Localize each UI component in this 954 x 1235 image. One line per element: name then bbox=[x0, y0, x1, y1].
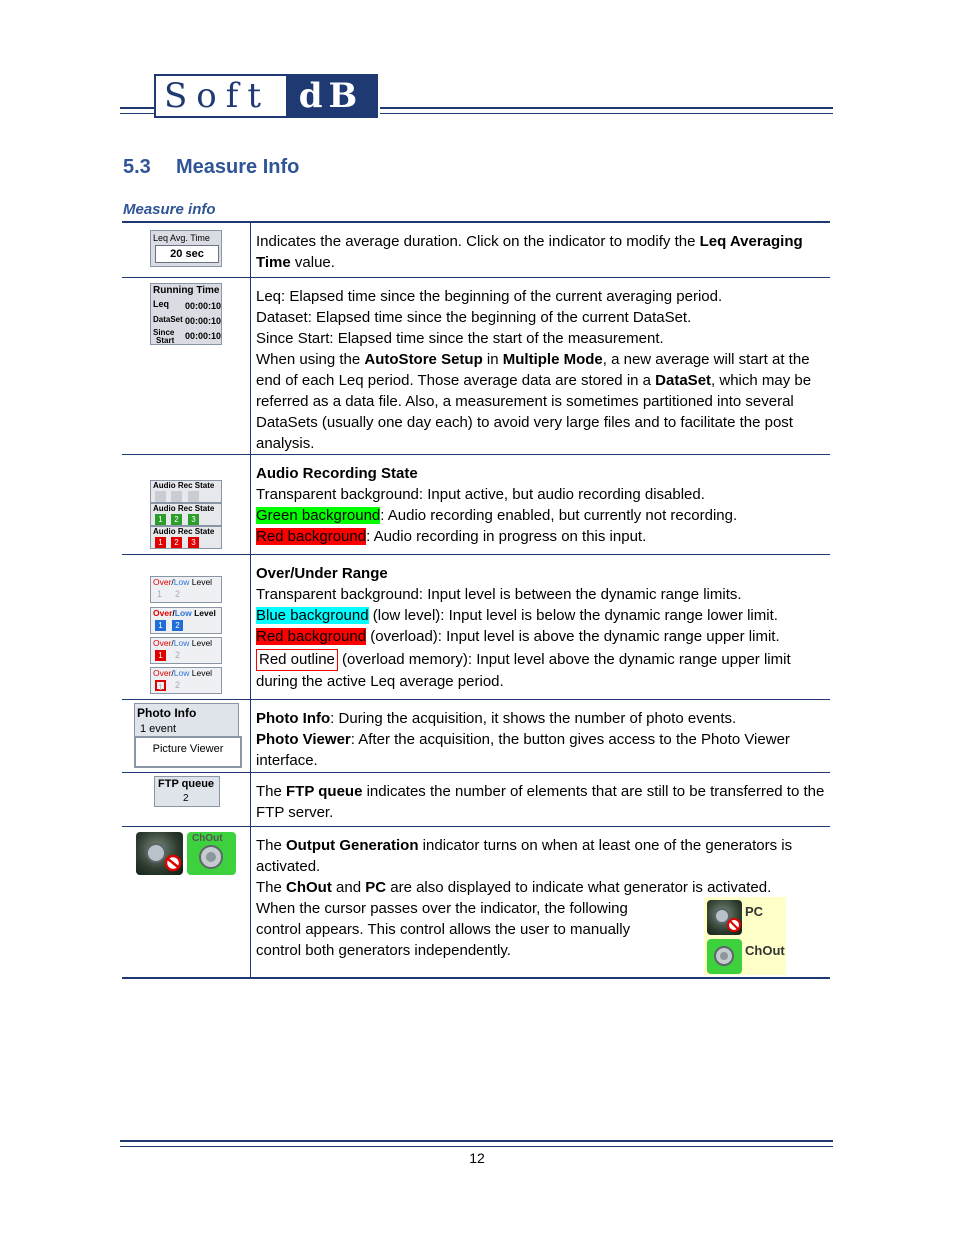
table-row: Running Time Leq 00:00:10 DataSet 00:00:10 Since Start 00:00:10 Leq: Elapsed time since the beginning of the current averaging period. Dataset: Elapsed time since the beginning of the current DataSet. Since Start: Elapsed time since the start of the measurement. When using the AutoStore Setup in Multiple Mode, a new average will start at the end of each Leq period. Those average data are stored in a DataSet, which may be referred as a data file. Also, a measurement is sometimes partitioned into several DataSets (usually one day each) to avoid very large files and to facilitate the post analysis. bbox=[122, 278, 830, 455]
section-heading bbox=[123, 156, 299, 179]
audio-rec-state-idle: Audio Rec State bbox=[150, 480, 222, 503]
output-off-speaker-icon[interactable] bbox=[136, 832, 183, 875]
audio-rec-state-recording: Audio Rec State 1 2 3 bbox=[150, 526, 222, 549]
running-title: Running Time bbox=[153, 285, 220, 296]
table-row: Audio Rec State Audio Rec State 1 2 3 Audio Rec State 1 2 3 Audio Recording State Transparent background: Input active, but audio recording disabled. Green background: Audio recording enabled, but currently not recording. Red background: Audio recording in progress on this input. bbox=[122, 455, 830, 555]
picture-viewer-button[interactable]: Picture Viewer bbox=[134, 736, 242, 768]
pc-generator-icon[interactable] bbox=[707, 900, 742, 935]
ftp-queue-indicator: FTP queue 2 bbox=[154, 776, 220, 807]
overlow-level-memory: Over/Low Level 1 2 bbox=[150, 667, 222, 694]
overlow-level-normal: Over/Low Level 1 2 bbox=[150, 576, 222, 603]
overlow-level-overload: Over/Low Level 1 2 bbox=[150, 637, 222, 664]
table-row: FTP queue 2 The FTP queue indicates the number of elements that are still to be transferred to the FTP server. bbox=[122, 773, 830, 827]
table-row: Leq Avg. Time 20 sec Indicates the average duration. Click on the indicator to modify the Leq Averaging Time value. bbox=[122, 223, 830, 278]
measure-info-table bbox=[122, 221, 830, 979]
overlow-level-low: Over/Low Level 1 2 bbox=[150, 607, 222, 634]
header-rule-right bbox=[380, 107, 833, 114]
footer-rule bbox=[120, 1140, 833, 1147]
chout-generator-icon[interactable] bbox=[707, 939, 742, 974]
header-rule-left bbox=[120, 107, 154, 114]
green-highlight: Green background bbox=[256, 507, 381, 524]
section-title: Measure Info bbox=[176, 156, 300, 178]
leq-avg-time-indicator[interactable] bbox=[150, 230, 222, 267]
softdb-logo bbox=[154, 74, 378, 118]
red-highlight: Red background bbox=[256, 528, 367, 545]
table-row: Over/Low Level 1 2 Over/Low Level 1 2 Over/Low Level 1 2 Over/Low Level 1 2 Over/Under Range Transparent background: Input level is between the dynamic range limits. Blue background (low level): Input level is below the dynamic range lower limit. Red background (overload): Input level is above the dynamic range upper limit. Red outline (overload memory): Input level above the dynamic range upper limit during the active Leq average period. bbox=[122, 555, 830, 700]
table-row: ChOut The Output Generation indicator turns on when at least one of the generators is activated. The ChOut and PC are also displayed to indicate what generator is activated. When the cursor passes over the indicator, the following control appears. This control allows the user to manually control both generators independently. PC ChOut bbox=[122, 827, 830, 977]
page-number: 12 bbox=[469, 1150, 485, 1166]
leq-avg-value: 20 sec bbox=[155, 245, 219, 263]
output-chout-speaker-icon[interactable]: ChOut bbox=[187, 832, 236, 875]
table-row: Photo Info 1 event Picture Viewer Photo Info: During the acquisition, it shows the number of photo events. Photo Viewer: After the acquisition, the button gives access to the Photo Viewer interface. bbox=[122, 700, 830, 773]
running-time-indicator: Running Time Leq 00:00:10 DataSet 00:00:10 Since Start 00:00:10 bbox=[150, 283, 222, 345]
logo-db-text: dB bbox=[286, 76, 376, 116]
generator-control-popup: PC ChOut bbox=[704, 897, 786, 975]
leq-avg-label: Leq Avg. Time bbox=[153, 233, 210, 243]
photo-info-panel: Photo Info 1 event Picture Viewer bbox=[134, 703, 239, 766]
red-outline-sample: Red outline bbox=[256, 649, 338, 671]
logo-soft-text: Soft bbox=[164, 76, 271, 116]
red-highlight: Red background bbox=[256, 628, 367, 645]
section-number: 5.3 bbox=[123, 156, 151, 178]
audio-rec-state-enabled: Audio Rec State 1 2 3 bbox=[150, 503, 222, 526]
table-caption: Measure info bbox=[123, 201, 216, 218]
blue-highlight: Blue background bbox=[256, 607, 369, 624]
